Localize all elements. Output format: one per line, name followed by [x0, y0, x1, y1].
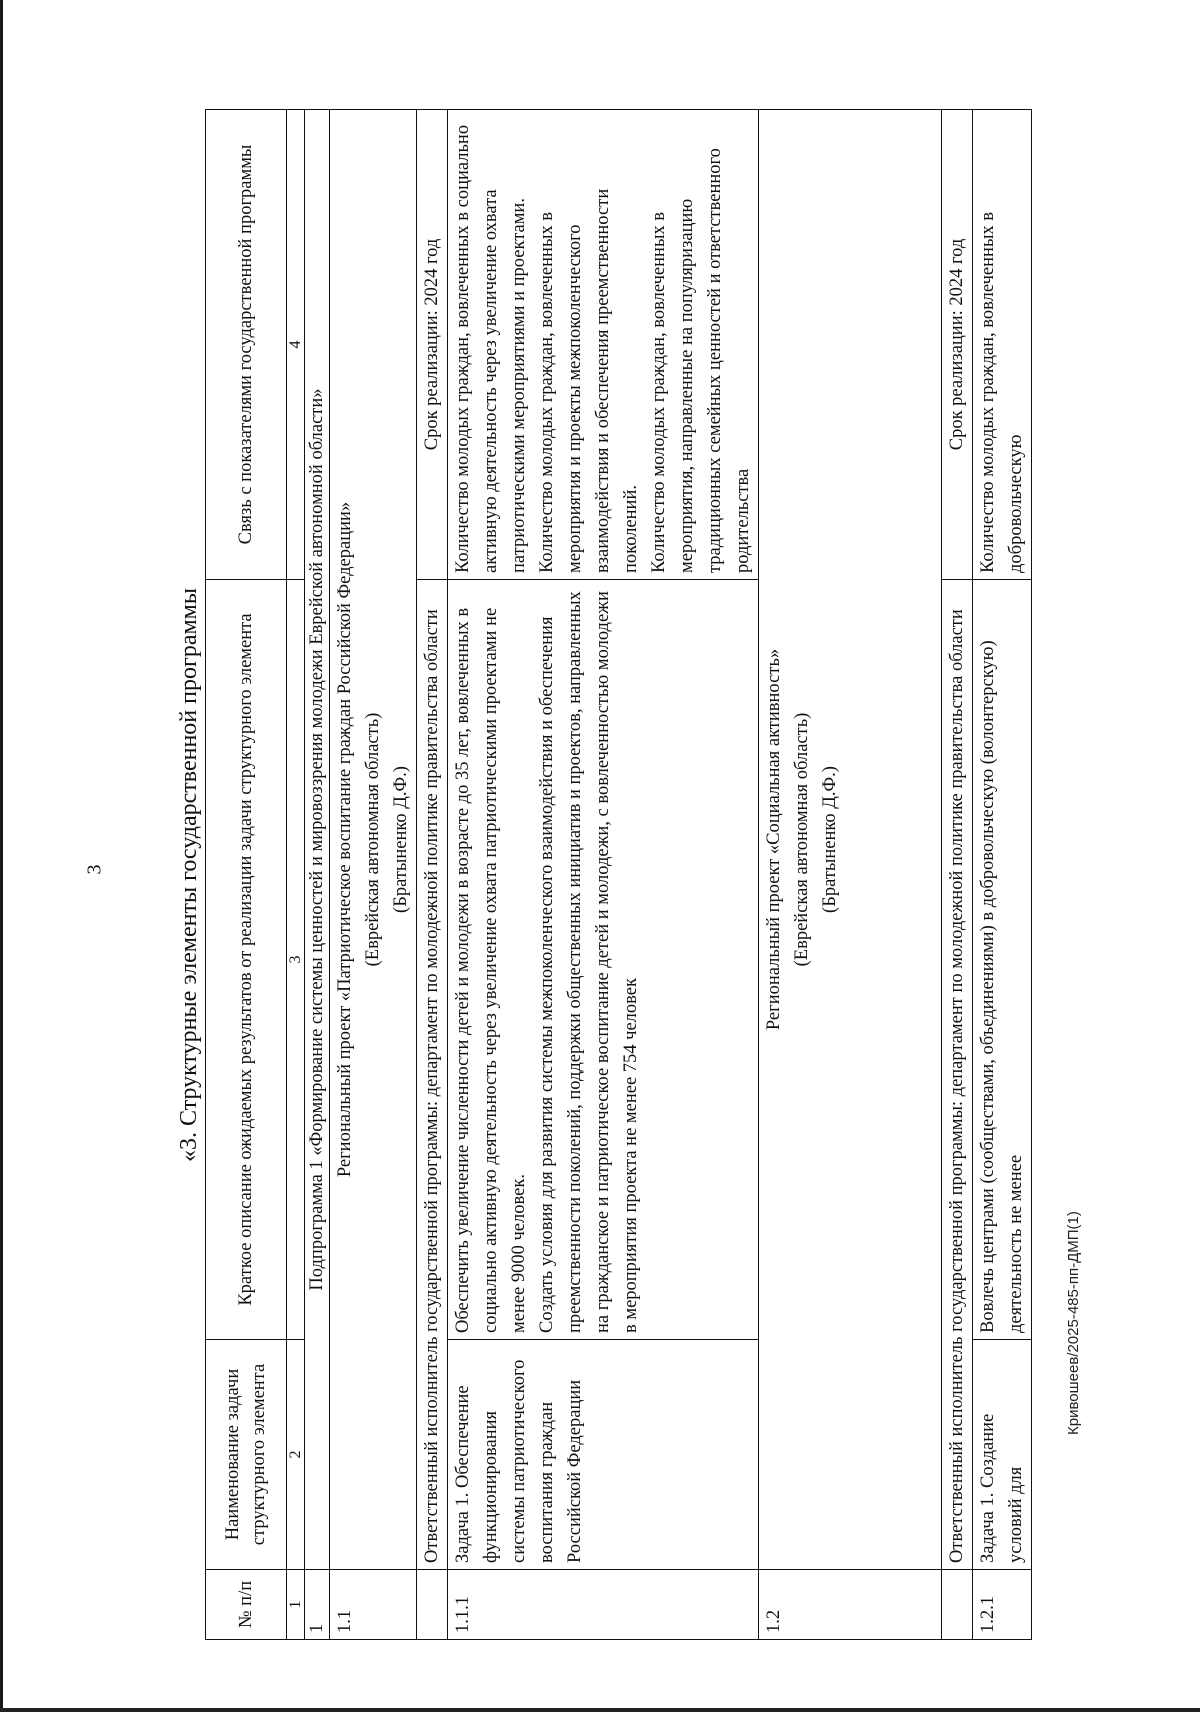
rotated-document-content: [175, 110, 1175, 1640]
project-1-curator: (Братыненко Д.Ф.): [391, 766, 411, 913]
subprogram-row: [305, 110, 330, 1640]
project-2-number: 1.2: [759, 1570, 942, 1640]
column-number-1: 1: [287, 1570, 305, 1640]
column-number-2: 2: [287, 1340, 305, 1570]
header-indicators: Связь с показателями государственной программы: [206, 110, 287, 580]
executor-1-term: Срок реализации: 2024 год: [417, 110, 448, 580]
task-1-2-1-name: Задача 1. Создание условий для: [973, 1340, 1032, 1570]
executor-2-text: Ответственный исполнитель государственной программы: департамент по молодежной политике правительства области: [942, 580, 973, 1570]
structural-elements-table: [205, 109, 1032, 1640]
table-header-row: [206, 110, 287, 1640]
project-2-curator: (Братыненко Д.Ф.): [820, 766, 840, 913]
executor-2-row: [942, 110, 973, 1640]
task-1-2-1-row: [973, 110, 1032, 1640]
page-number: 3: [83, 864, 106, 875]
project-1-region: (Еврейская автономная область): [363, 712, 383, 967]
task-1-2-1-result: Вовлечь центрами (сообществами, объединениями) в добровольческую (волонтерскую) деятельность не менее: [973, 580, 1032, 1340]
column-number-4: 4: [287, 110, 305, 580]
column-numbers-row: [287, 110, 305, 1640]
task-1-1-1-indicator-1: Количество молодых граждан, вовлеченных в социально активную деятельность через увеличение охвата патриотическими мероприятиями и проектами.: [453, 124, 529, 573]
footer-document-code: Кривошеев/2025-485-пп-ДМП(1): [1065, 1211, 1082, 1435]
executor-2-term: Срок реализации: 2024 год: [942, 110, 973, 580]
task-1-1-1-number: 1.1.1: [448, 1570, 759, 1640]
header-number: № п/п: [206, 1570, 287, 1640]
regional-project-2-row: [759, 110, 942, 1640]
subprogram-title: Подпрограмма 1 «Формирование системы ценностей и мировоззрения молодежи Еврейской автономной области»: [305, 110, 330, 1570]
regional-project-1-row: [330, 110, 417, 1640]
executor-1-row: [417, 110, 448, 1640]
task-1-1-1-result-1: Обеспечить увеличение численности детей и молодежи в возрасте до 35 лет, вовлеченных в социально активную деятельность через увеличение охвата патриотическими проектами не менее 9000 человек.: [453, 607, 529, 1333]
task-1-1-1-result-2: Создать условия для развития системы межпоколенческого взаимодействия и обеспечения преемственности поколений, поддержки общественных инициатив и проектов, направленных на гражданское и патриотическое воспитание детей и молодежи, с вовлеченностью молодежи в мероприятия проекта не менее 754 человек: [537, 591, 641, 1333]
task-1-1-1-indicator-2: Количество молодых граждан, вовлеченных в мероприятия и проекты межпоколенческого взаимодействия и обеспечения преемственности поколений.: [537, 188, 641, 573]
task-1-1-1-results: [448, 580, 759, 1340]
scan-edge-left: [0, 0, 3, 1712]
header-task-name: Наименование задачи структурного элемента: [206, 1340, 287, 1570]
project-2-title: [759, 110, 942, 1570]
project-1-number: 1.1: [330, 1570, 417, 1640]
project-2-region: (Еврейская автономная область): [792, 712, 812, 967]
section-title: «3. Структурные элементы государственной программы: [176, 588, 202, 1162]
subprogram-number: 1: [305, 1570, 330, 1640]
task-1-2-1-number: 1.2.1: [973, 1570, 1032, 1640]
column-number-3: 3: [287, 580, 305, 1340]
task-1-1-1-name: Задача 1. Обеспечение функционирования системы патриотического воспитания граждан Российской Федерации: [448, 1340, 759, 1570]
task-1-1-1-row: [448, 110, 759, 1640]
header-results: Краткое описание ожидаемых результатов от реализации задачи структурного элемента: [206, 580, 287, 1340]
project-1-name: Региональный проект «Патриотическое воспитание граждан Российской Федерации»: [335, 501, 355, 1178]
task-1-1-1-indicator-3: Количество молодых граждан, вовлеченных в мероприятия, направленные на популяризацию традиционных семейных ценностей и ответственного родительства: [649, 148, 753, 573]
task-1-2-1-indicator: Количество молодых граждан, вовлеченных в добровольческую: [973, 110, 1032, 580]
executor-1-text: Ответственный исполнитель государственной программы: департамент по молодежной политике правительства области: [417, 580, 448, 1570]
task-1-1-1-indicators: [448, 110, 759, 580]
scan-edge-bottom: [0, 1708, 1200, 1712]
project-1-title: [330, 110, 417, 1570]
project-2-name: Региональный проект «Социальная активность»: [764, 648, 784, 1031]
